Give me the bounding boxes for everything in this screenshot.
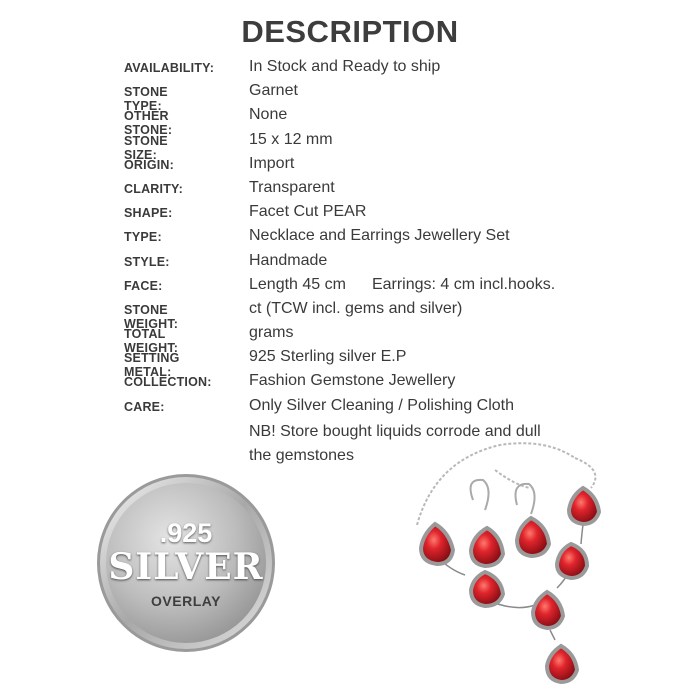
product-image bbox=[405, 440, 685, 690]
gem-drop bbox=[547, 646, 577, 682]
spec-label: SHAPE: bbox=[124, 206, 173, 221]
spec-value: Garnet bbox=[249, 82, 298, 100]
chain-left bbox=[417, 443, 575, 525]
spec-label: AVAILABILITY: bbox=[124, 61, 215, 75]
gem-earring-left bbox=[471, 528, 503, 566]
spec-label: CARE: bbox=[124, 399, 165, 414]
spec-label: STONE WEIGHT: bbox=[124, 302, 179, 331]
spec-value: None bbox=[249, 106, 288, 124]
spec-label: TYPE: bbox=[124, 230, 162, 245]
badge-925: .925 bbox=[159, 518, 213, 548]
spec-value: Import bbox=[249, 154, 295, 172]
spec-value: Facet Cut PEAR bbox=[249, 203, 367, 221]
gem-pendant-mid-right bbox=[533, 592, 563, 628]
spec-label: TOTAL WEIGHT: bbox=[124, 327, 179, 356]
care-note-line: NB! Store bought liquids corrode and dull bbox=[249, 423, 541, 440]
spec-value: Handmade bbox=[249, 251, 328, 269]
badge-silver: SILVER bbox=[108, 546, 264, 588]
spec-value: grams bbox=[249, 324, 294, 342]
gem-earring-right bbox=[517, 518, 549, 556]
spec-label: SETTING METAL: bbox=[124, 351, 180, 380]
spec-value bbox=[249, 276, 555, 294]
spec-value: 925 Sterling silver E.P bbox=[249, 348, 407, 366]
gem-set bbox=[421, 488, 599, 682]
spec-label: COLLECTION: bbox=[124, 375, 212, 390]
spec-value: In Stock and Ready to ship bbox=[249, 58, 441, 75]
spec-label: STONE TYPE: bbox=[124, 85, 168, 114]
care-note-line: the gemstones bbox=[249, 447, 354, 464]
spec-label: STYLE: bbox=[124, 254, 170, 269]
spec-value: 15 x 12 mm bbox=[249, 130, 333, 148]
face-length: Length 45 cm bbox=[249, 275, 346, 293]
spec-value: ct (TCW incl. gems and silver) bbox=[249, 299, 463, 317]
gem-pendant-right bbox=[557, 544, 587, 578]
page-title: DESCRIPTION bbox=[241, 14, 459, 49]
spec-label: ORIGIN: bbox=[124, 157, 175, 172]
chain-tangle bbox=[495, 470, 530, 488]
spec-label: OTHER STONE: bbox=[124, 109, 173, 138]
gem-pendant-top-right bbox=[569, 488, 599, 524]
badge-overlay: OVERLAY bbox=[151, 593, 221, 609]
earring-hook-left bbox=[471, 480, 489, 510]
gem-pendant-mid-left bbox=[471, 572, 503, 606]
badge-text bbox=[95, 472, 277, 654]
spec-label: FACE: bbox=[124, 278, 163, 293]
earring-hook-right bbox=[516, 484, 535, 514]
spec-value: Only Silver Cleaning / Polishing Cloth bbox=[249, 396, 515, 414]
spec-value: Fashion Gemstone Jewellery bbox=[249, 372, 456, 390]
face-earrings: Earrings: 4 cm incl.hooks. bbox=[371, 275, 556, 293]
spec-value: Transparent bbox=[249, 178, 335, 196]
spec-label: STONE SIZE: bbox=[124, 133, 168, 162]
spec-label: CLARITY: bbox=[124, 181, 183, 196]
gem-pendant-left bbox=[421, 524, 453, 564]
spec-value: Necklace and Earrings Jewellery Set bbox=[249, 227, 510, 245]
chain-right bbox=[575, 458, 595, 488]
